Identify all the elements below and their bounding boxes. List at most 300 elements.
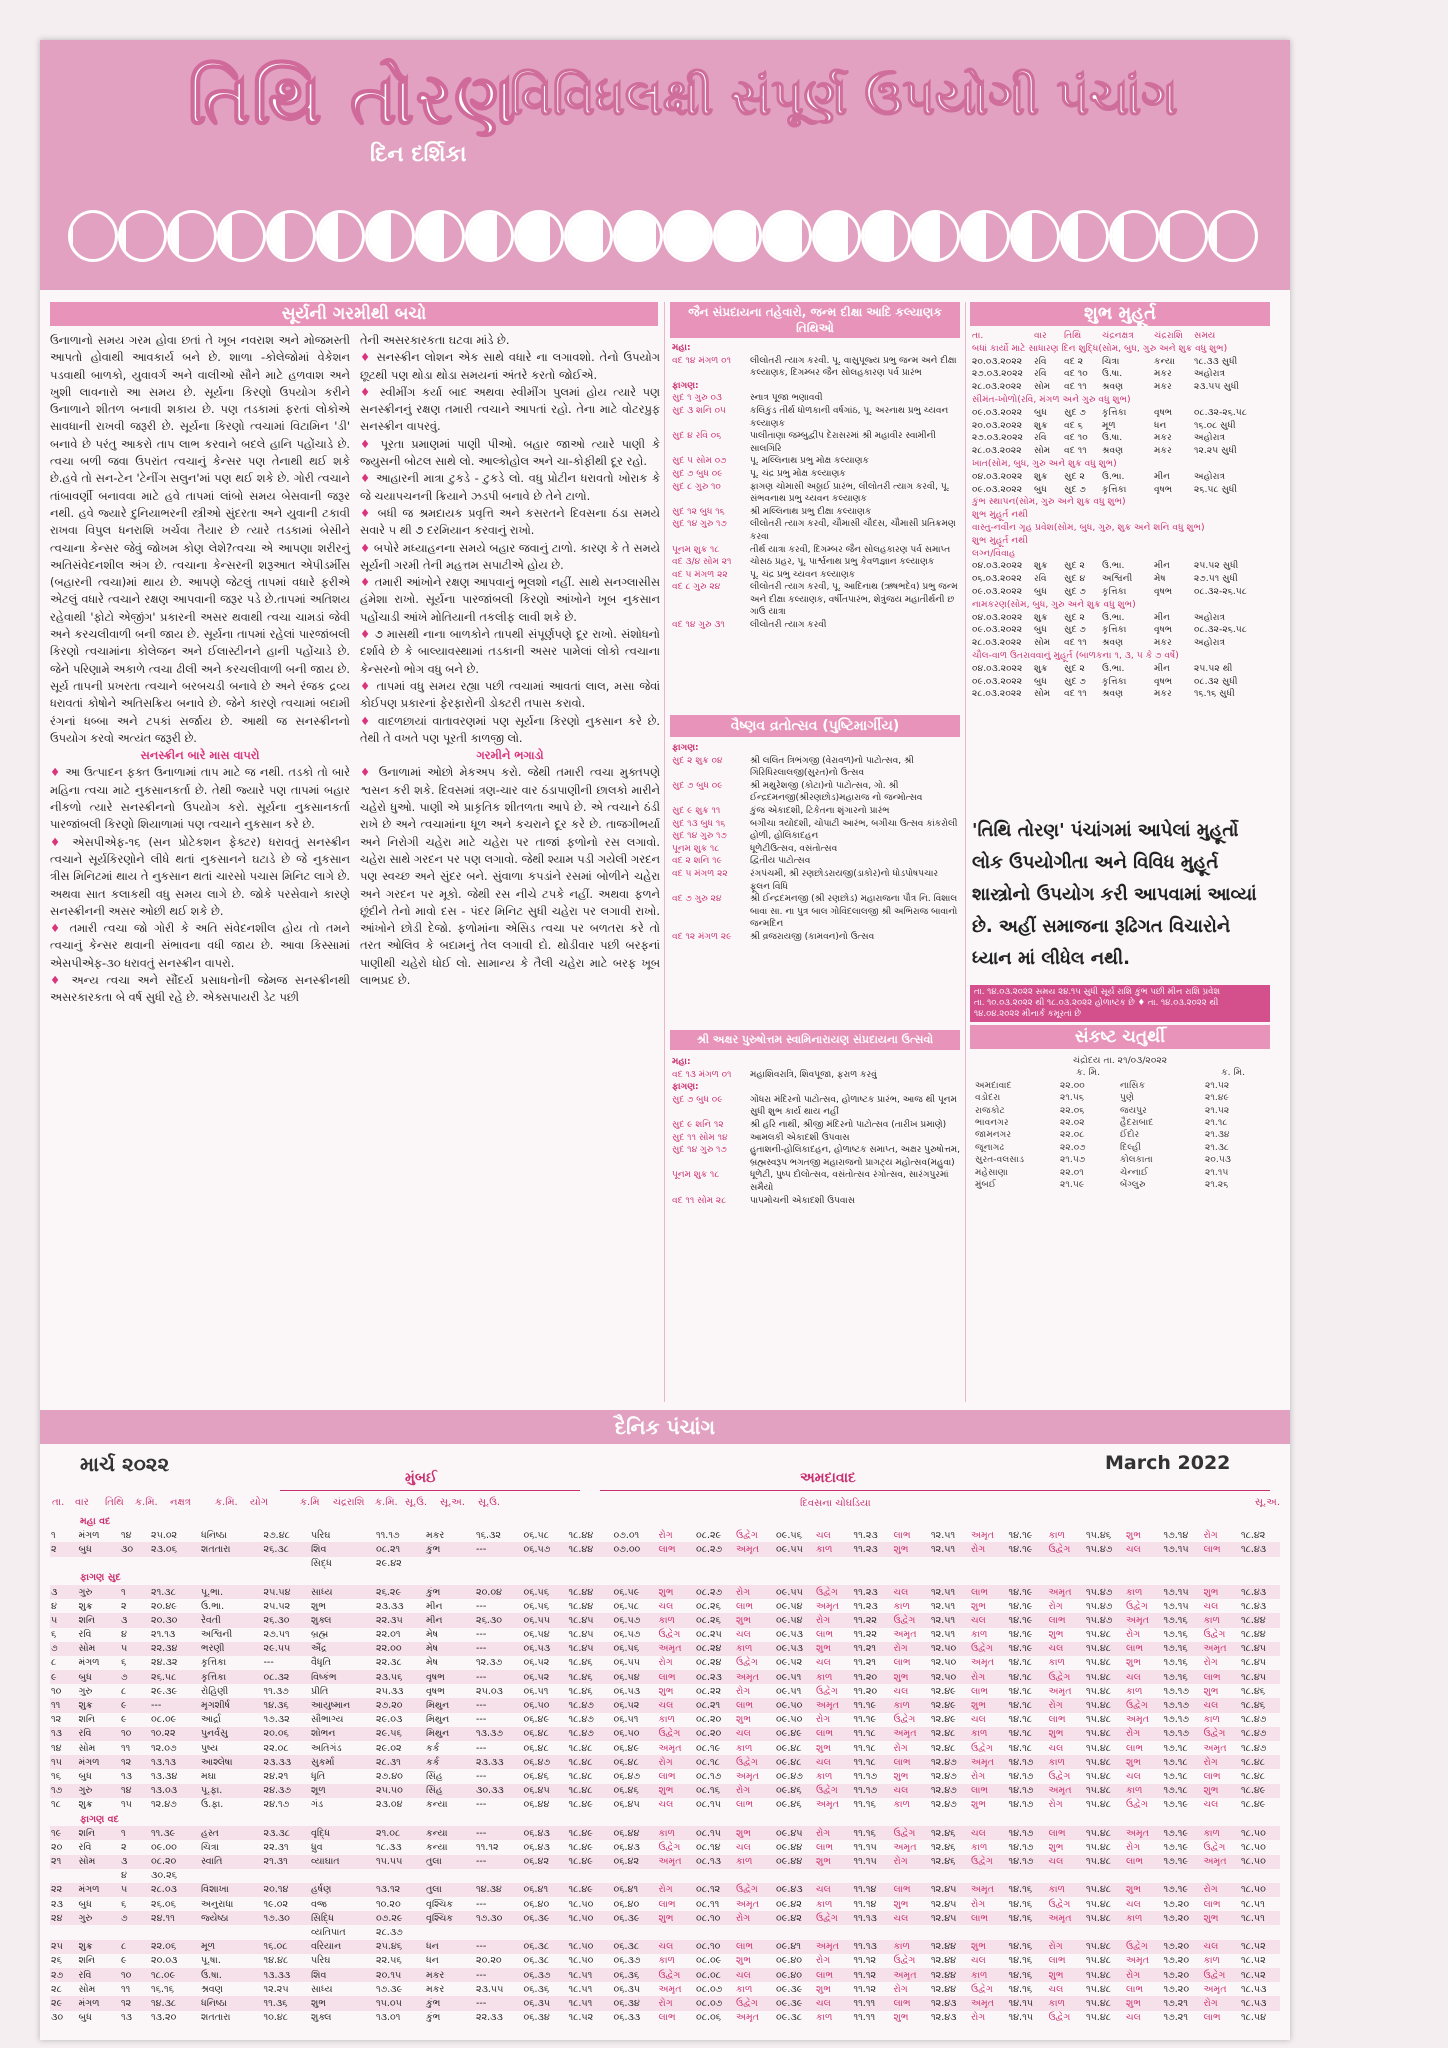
daily-cell: લાભ [1203,1898,1221,1910]
daily-cell: ૦૬.૪૫ [613,1799,640,1811]
jain-festivals-list [672,342,960,632]
daily-cell: ૨૦.૧૪ [263,1883,311,1897]
daily-cell: અમૃત [658,1855,696,1869]
muhurt-category: બધાં કાર્યો માટે સાધારણ દિન શુદ્ધિ(સોમ, બુધ, ગુરુ અને શુક્ર વધુ શુભ) [972,342,1228,354]
daily-cell: ૨૦.૦૪ [475,1585,523,1599]
daily-cell [658,1925,696,1939]
festival-date: વદ ૧૪ ગુરુ ૩૧ [672,620,725,631]
daily-cell: ૦૬.૪૫ [523,1784,568,1798]
moon-phase-icon [316,210,366,262]
festival-date: સુદ ૯ શનિ ૧૨ [672,1119,724,1130]
muhurt-cell: સુદ ૭ [1064,624,1086,636]
daily-cell: કાળ [658,1955,675,1967]
muhurt-cell: બુધ [1034,624,1047,636]
muhurt-cell: ૨૬.૫૮ સુધી [1194,483,1238,495]
daily-cell: ૫ [50,1613,78,1627]
daily-cell: ૧૭.૨૦ [1163,1955,1190,1967]
muhurt-cell: સુદ ૨ [1064,611,1085,623]
daily-cell: ૦૬.૫૩ [613,1685,641,1697]
daily-cell: લાભ [893,1657,911,1669]
daily-cell: અમૃત [1048,1685,1072,1697]
muhurt-cell: સુદ ૭ [1064,483,1086,495]
daily-cell: ૧૨.૪૩ [930,1996,970,2010]
muhurt-cell: વદ ૬ [1064,419,1083,431]
daily-cell: ૧૧.૧૫ [853,1841,877,1853]
daily-cell: ૧૪.૧૯ [1008,1585,1048,1599]
daily-cell: ૨૪ [50,1911,78,1925]
daily-panchang-table [50,1514,1280,2025]
muhurt-category: શુભ મુહૂર્ત નથી [972,534,1028,546]
daily-cell: કાળ [971,1841,988,1853]
festival-text: શ્રી હરિ નાથી, શ્રીજી મંદિરનો પાટોત્સવ (તારીખ પ્રમાણે) [750,1119,947,1130]
daily-cell: ૧૧.૨૦ [853,1685,878,1697]
daily-cell: ૧૨.૫૦ [930,1642,970,1656]
daily-cell: ૧૫.૪૮ [1086,1714,1112,1726]
daily-cell [1085,1557,1125,1571]
daily-cell: શુક્લ [310,1613,375,1627]
daily-cell: ૨૨.૦૮ [263,1742,289,1754]
daily-cell: --- [475,1698,523,1712]
daily-cell: ૧૮.૪૯ [1241,1799,1266,1811]
daily-group-row [50,1812,1280,1826]
festival-text: દ્વિતીય પાટોત્સવ [750,856,811,867]
daily-cell: ૨૯.૪૨ [376,1558,402,1570]
daily-cell: અમૃત [816,1600,840,1612]
daily-cell: લાભ [658,1770,676,1782]
daily-cell: શુભ [1048,1841,1064,1853]
daily-cell: ૧૭.૧૯ [1163,1799,1189,1811]
daily-cell: ૧૭.૧૮ [1163,1770,1188,1782]
daily-cell: રોગ [1203,1996,1241,2010]
daily-cell: ૪ [51,1600,57,1612]
daily-cell: ૨૫.૪૬ [375,1940,425,1954]
daily-cell [695,1925,735,1939]
article-text: ૭ માસથી નાના બાળકોને તાપથી સંપૂર્ણપણે દૂર રાખો. સંશોધનો દર્શાવે છે કે બાલ્યાવસ્થામાં તડકાની અસર પામેલાં લોકો ત્વચાના કેન્સરનો ભોગ વધુ બને છે. [360,627,660,676]
festival-date: વદ ૧૨ મંગળ ૨૯ [672,931,732,942]
daily-col-head: ક.મિ. [375,1497,398,1508]
daily-cell: ૨૫.૫૨ [263,1600,291,1612]
daily-cell: ૮ [51,1657,57,1669]
daily-cell: અમૃત [816,1799,840,1811]
daily-cell: ઉદ્વેગ [893,1714,916,1726]
daily-cell: ૧૮.૪૭ [568,1714,594,1726]
daily-cell: શુભ [1048,1968,1086,1982]
daily-cell: ૦૬.૫૦ [523,1698,568,1712]
muhurt-cell: ૦૪.૦૩.૨૦૨૨ [972,560,1023,572]
daily-cell: શુભ [1203,1784,1241,1798]
daily-cell: ૧૩.૦૩ [150,1784,200,1798]
daily-cell: કાળ [1203,1955,1220,1967]
daily-cell: અમૃત [1048,1911,1086,1925]
daily-cell: ૧૨.૪૯ [931,1685,956,1697]
daily-cell: ઉદ્વેગ [736,1529,758,1541]
daily-cell: રોગ [1048,1698,1086,1712]
daily-cell: ૧૨.૪૪ [930,1968,970,1982]
daily-cell: ૨૬ [51,1955,62,1967]
muhurt-row [972,368,1270,381]
daily-cell: ઉદ્વેગ [1048,1670,1086,1684]
muhurt-cell: રવિ [1034,432,1047,444]
daily-cell: શિવ [310,1968,375,1982]
daily-cell [568,1557,613,1571]
daily-cell: ૭ [50,1642,78,1656]
daily-cell: ૧૫.૪૮ [1085,1996,1125,2010]
daily-cell: ૦૯.૪૦ [775,1968,815,1982]
daily-cell: ૦૯.૫૧ [776,1685,802,1697]
daily-cell [775,1925,815,1939]
daily-cell: ૧૪.૧૮ [1008,1657,1032,1669]
muhurt-cell: ઉ.ભા. [1102,470,1125,482]
daily-cell: ચલ [1203,1600,1219,1612]
daily-cell: ૦૮.૧૩ [695,1855,735,1869]
daily-cell: ૧૭.૧૬ [1163,1670,1203,1684]
daily-cell: ૧૧.૩૯ [150,1826,200,1840]
daily-cell: ૧૪.૧૮ [1008,1670,1048,1684]
daily-cell: રોહિણી [201,1685,229,1697]
festival-text: હુતાશની-હોલિકાદહન, હોળાષ્ટક સમાપ્ત, અક્ષર પુરુષોત્તમ, બ્રહ્મસ્વરૂપ ભગતજી મહારાજનો પ્રાગટ્ય મહોત્સવ(મહુવા) [750,1145,960,1168]
sankasht-city: વડોદરા [975,1092,1001,1104]
daily-cell [200,1869,263,1883]
moon-phase-icon [365,210,415,262]
daily-cell: અમૃત [735,1670,775,1684]
muhurt-cell: ૨૮.૦૩.૨૦૨૨ [972,445,1022,457]
daily-cell: ૨૩.૩૮ [263,1826,311,1840]
daily-cell: ૦૬.૫૮ [613,1600,640,1612]
sankasht-time: ૨૨.૦૮ [1060,1129,1085,1141]
article-paragraph: ♦ આ ઉત્પાદન ફક્ત ઉનાળામાં તાપ માટે જ નથી. તડકો તો બારે મહિના ત્વચા માટે નુકસાનકર્તા છે. તેથી જ્યારે પણ તાપમાં બહાર નીકળો ત્યારે સનસ્ક્રીનનો ઉપયોગ કરો. સૂર્યના નુકસાનકર્તા પારજાંબલી કિરણો શિયાળામાં પણ ત્વચાને નુકસાન કરે છે. [50,765,351,832]
daily-cell: ઉદ્વેગ [1203,1727,1241,1741]
daily-cell [970,1557,1008,1571]
daily-cell: ચલ [735,1727,775,1741]
article-text: સ્વીમીંગ કર્યા બાદ અથવા સ્વીમીંગ પુલમાં હોય ત્યારે પણ સનસ્ક્રીનનું રક્ષણ તમારી ત્વચાને આપતાં રહો. તેના માટે વોટરપ્રુફ સનસ્ક્રીન વાપરવું. [360,384,660,434]
daily-cell: ૧૮ [51,1799,61,1811]
muhurt-cell: કૃત્તિકા [1102,406,1127,418]
daily-cell: ૨૫.૦૩ [476,1685,503,1697]
daily-cell: ૧૪.૧૭ [1008,1826,1048,1840]
sankasht-time: ૨૧.૫૯ [1060,1179,1085,1191]
daily-cell: ૧૮.૫૦ [568,1955,594,1967]
daily-cell [613,1557,658,1571]
daily-cell: ૧૭ [50,1784,78,1798]
daily-cell: બુધ [78,1670,121,1684]
daily-cell: ૨૭ [50,1968,78,1982]
daily-cell: ૧૧.૧૯ [853,1698,893,1712]
daily-cell: ૧૫.૪૮ [1085,1698,1125,1712]
muhurt-cell: શ્રવણ [1102,445,1124,457]
festival-row [672,430,960,455]
daily-cell: ૨૦ [51,1841,63,1853]
muhurt-cell: શુક્ર [1034,560,1048,572]
daily-cell: ૦૬.૩૬ [523,1983,550,1995]
daily-cell: મંગળ [78,1883,121,1897]
daily-cell: ચલ [893,1685,909,1697]
daily-cell: લાભ [1048,1955,1066,1967]
daily-cell: ઉદ્વેગ [735,1755,775,1769]
article-text: તેની અસરકારકતા ઘટવા માંડે છે. [360,333,510,347]
muhurt-cell: મકર [1154,637,1172,649]
daily-cell: ગુરુ [78,1585,121,1599]
festival-text: લીલોતરી ત્યાગ કરવી [750,620,827,631]
daily-cell: --- [476,1799,487,1811]
sankasht-city: હૈદરાબાદ [1120,1117,1154,1129]
daily-cell: ૧૮.૩૩ [376,1841,402,1853]
festival-text: ફાગણ ચોમાસી અઠ્ઠાઈ પ્રારંભ, લીલોતરી ત્યાગ કરવી, પૂ. સંભવનાથ પ્રભુ ચ્યવન કલ્યાણક [750,481,950,505]
daily-cell: ૦૮.૨૯ [696,1529,722,1541]
article-text: એસપીએફ-૧૬ (સન પ્રોટેકશન ફેક્ટર) ધરાવતું સનસ્ક્રીન ત્વચાને સૂર્યકિરણોને લીધે થતાં નુકસાનને ઘટાડે છે જે નુકસાન ત્રીસ મિનિટમાં થાય તે નુકસાન થતાં ચારસો પચાસ મિનિટ લાગે છે. અથવા સાત કલાકથી વધુ સમય લાગે છે. જોકે પરસેવાને કારણે સનસ્ક્રીનની અસર ઓછી થઈ શકે છે. [50,834,350,918]
moon-phase-icon [564,210,614,262]
masthead-tagline: દિન દર્શિકા [370,142,467,167]
daily-row [50,1642,1280,1656]
article-text: આહારની માત્રા ટુકડે - ટુકડે લો. વધુ પ્રોટીન ધરાવતો ખોરાક કે જે ચયાપચનની ક્રિયાને ઝડપી બનાવે છે તેને ટાળો. [360,471,660,503]
article-subhead: સનસ્ક્રીન બારે માસ વાપરો [140,748,260,763]
daily-cell: ૨૯.૩૯ [151,1685,178,1697]
daily-cell: ૧૪.૧૭ [1008,1755,1048,1769]
daily-cell: ૦૬.૫૪ [613,1670,658,1684]
daily-cell: ૨૬.૩૦ [263,1613,311,1627]
daily-cell: ૧૭.૨૧ [1163,1996,1203,2010]
daily-cell [200,1557,263,1571]
daily-col-head: ક.મિ [300,1497,320,1508]
daily-cell [1163,1869,1203,1883]
daily-cell: ૧૫.૪૮ [1086,1770,1112,1782]
calendar-page [40,40,1290,2040]
daily-cell: શુભ [1048,1727,1086,1741]
daily-cell: ૦૬.૫૧ [613,1714,639,1726]
daily-cell: શનિ [78,1955,96,1967]
festival-date: સુદ ૮ ગુરુ ૧૦ [672,481,721,492]
festival-group-label: ફાગણ: [672,1082,699,1093]
sankasht-time: ૨૨.૦૭ [1060,1141,1086,1153]
daily-cell: ૧૧.૧૬ [853,1826,893,1840]
festival-date: સુદ ૧૪ ગુરુ ૧૭ [672,831,727,842]
daily-cell: ૨૯.૫૫ [263,1642,311,1656]
daily-cell: કાળ [736,1983,753,1995]
muhurt-cell: બુધ [1034,675,1047,687]
daily-cell: ઉદ્વેગ [658,1968,696,1982]
muhurt-col-head: ચંદ્રરાશિ [1154,330,1183,341]
daily-cell: ૧૪.૧૭ [1008,1855,1048,1869]
festival-date: સુદ ૭ બુધ ૦૯ [672,468,723,479]
daily-cell [568,1925,613,1939]
daily-cell: લાભ [736,1600,754,1612]
daily-cell: ૧૫.૪૮ [1086,1685,1112,1697]
daily-cell: ૦૮.૨૦ [150,1855,200,1869]
daily-cell: ૧૨.૪૭ [931,1799,957,1811]
daily-cell: વૃષભ [425,1670,475,1684]
daily-cell: ૧૨.૪૭ [930,1784,970,1798]
daily-cell: ૧૭.૧૯ [1163,1883,1203,1897]
daily-cell: પૂ.ફા. [200,1784,263,1798]
daily-cell: ૨૬.૫૮ [150,1670,200,1684]
muhurt-cell: ધન [1154,419,1167,431]
daily-cell: ૧૫.૪૮ [1085,1911,1125,1925]
daily-row [50,1855,1280,1869]
daily-cell: સાધ્ય [310,1585,375,1599]
festival-row [672,481,960,506]
daily-cell: અમૃત [736,2012,760,2024]
daily-cell: ૦૬.૫૨ [613,1698,658,1712]
festival-row [672,868,960,893]
muhurt-col-head: ચંદ્રનક્ષત્ર [1102,330,1134,341]
daily-cell: લાભ [736,1799,754,1811]
daily-cell: ૧૩ [50,1727,78,1741]
muhurt-cell: ૧૨.૨૫ સુધી [1194,445,1237,457]
muhurt-row [972,381,1270,394]
daily-cell: લાભ [658,1542,696,1556]
article-text: સનસ્ક્રીન લોશન એક સાથે વધારે ના લગાવશો. તેનો ઉપયોગ છૂટથી પણ થોડા થોડા સમયનાં અંતરે કરતો જોઈએ. [360,350,660,382]
daily-cell: લાભ [816,1841,834,1853]
daily-cell [1085,1869,1125,1883]
daily-cell: ૦૮.૧૬ [695,1784,735,1798]
daily-cell: અમૃત [971,1529,995,1541]
daily-cell [1048,1557,1086,1571]
daily-cell: તુલા [425,1855,475,1869]
daily-cell: ૧૧.૨૩ [853,1600,878,1612]
daily-cell: ૫ [120,1883,150,1897]
daily-cell: લાભ [1125,1855,1163,1869]
daily-cell: ૦૬.૪૨ [613,1855,658,1869]
daily-cell: પરિઘ [311,1529,331,1541]
daily-cell: ચલ [736,1629,751,1641]
daily-cell: ૨૬.૦૬ [151,1898,176,1910]
daily-cell: ૧૫.૪૮ [1085,1755,1125,1769]
daily-cell: ૧૪.૧૬ [1008,1940,1048,1954]
daily-cell: ૧ [51,1529,56,1541]
daily-cell: શુભ [1125,1883,1163,1897]
daily-cell: લાભ [1048,1613,1086,1627]
daily-cell: ૧૭.૧૯ [1163,1841,1189,1853]
daily-cell: ૧૮.૫૦ [1240,1883,1280,1897]
daily-table-header [50,1497,1280,1513]
muhurt-cell: મેષ [1154,573,1166,585]
festival-date: સુદ ૧૧ સોમ ૧૪ [672,1132,728,1143]
daily-cell: ૧૧.૧૮ [853,1742,876,1754]
daily-cell: ૧૪.૧૭ [1008,1784,1048,1798]
muhurt-category: કુંભ સ્થાપન(સોમ, ગુરુ અને શુક્ર વધુ શુભ) [972,496,1126,508]
daily-cell: ૦૯.૪૨ [775,1911,815,1925]
daily-cell: ૧૨.૪૪ [931,1955,957,1967]
daily-cell: ૦૬.૪૯ [613,1742,640,1754]
daily-cell: ૧૨.૪૪ [931,1983,957,1995]
daily-cell: ૧૮.૫૨ [568,2012,594,2024]
muhurt-cell: વૃષભ [1154,675,1173,687]
daily-cell: કન્યા [426,1799,448,1811]
festival-text: શ્રી મલ્લિનાથ પ્રભુ દીક્ષા કલ્યાણક [750,506,872,517]
daily-cell: ૧૧.૧૮ [853,1727,893,1741]
daily-cell: ચલ [735,1968,775,1982]
daily-cell: અમૃત [1203,1742,1227,1754]
daily-cell: વ્યતિપાત [311,1927,346,1939]
daily-cell: ૧૨.૪૫ [930,1883,970,1897]
daily-cell: ઉદ્વેગ [971,1983,993,1995]
daily-cell: સૌભાગ્ય [311,1714,344,1726]
daily-row [50,1557,1280,1571]
daily-cell: ચલ [658,1940,696,1954]
festival-text: બગીચા ત્રયોદશી, ચોપાટી આરંભ, બગીચા ઉત્સવ કાંકરોલી [750,818,958,829]
daily-col-head: તિથિ [105,1497,124,1508]
festival-row [672,843,960,856]
daily-cell: ૨૭.૪૮ [263,1529,290,1541]
moon-phase-icon [663,210,713,262]
daily-cell: ૦૯.૫૨ [776,1657,803,1669]
swaminarayan-title: શ્રી અક્ષર પુરુષોત્તમ સ્વામિનારાયણ સંપ્રદાયના ઉત્સવો [670,1030,960,1050]
muhurt-cell: વદ ૧૧ [1064,688,1087,700]
daily-cell: ૭ [120,1911,150,1925]
daily-cell: લાભ [970,1585,1008,1599]
daily-cell: ૧૭.૧૬ [1163,1613,1203,1627]
daily-cell: --- [476,1742,487,1754]
daily-cell: લાભ [658,1670,696,1684]
daily-cell: ૧૫.૫૫ [375,1855,425,1869]
daily-cell [815,1557,853,1571]
daily-cell: ૧૮.૪૮ [568,1742,593,1754]
muhurt-columns [972,330,1270,343]
muhurt-cell: વૃષભ [1154,406,1173,418]
muhurt-row [972,586,1270,599]
daily-cell: લાભ [1048,1714,1066,1726]
festival-row [672,518,960,543]
daily-cell: અમૃત [815,1698,853,1712]
daily-cell: ૦૮.૦૭ [696,1983,723,1995]
daily-cell: ૧૮.૪૫ [1241,1657,1267,1669]
daily-cell: કાળ [893,1600,910,1612]
muhurt-cell: શુક્ર [1034,419,1048,431]
daily-cell: ૧૭.૧૫ [1163,1600,1189,1612]
festival-date: સુદ ૫ સોમ ૦૭ [672,456,727,467]
daily-cell: રોગ [893,1983,908,1995]
muhurt-cell: ઉ.ભા. [1102,611,1125,623]
daily-cell: ૨૪.૩૨ [151,1657,178,1669]
muhurt-cell: ૨૮.૦૩.૨૦૨૨ [972,381,1022,393]
daily-cell: શુભ [816,1742,831,1754]
daily-cell: ૦૮.૦૯ [151,1714,177,1726]
daily-cell: ૧૧.૨૩ [853,1529,878,1541]
daily-cell: ૧૪.૧૬ [1008,1968,1048,1982]
daily-cell: --- [476,1629,487,1641]
daily-cell: ઉદ્વેગ [816,1685,838,1697]
daily-cell: ૧૫.૪૮ [1086,1955,1112,1967]
article-paragraph: ♦ વાદળછાયાં વાતાવરણમાં પણ સૂર્યના કિરણો નુકસાન કરે છે. તેથી તે વખતે પણ પૂરતી કાળજી લો. [360,713,660,745]
daily-cell: ૧૮.૪૮ [568,1784,613,1798]
daily-cell: ૨ [121,1841,127,1853]
daily-cell: ઉદ્વેગ [1048,1898,1071,1910]
muhurt-col-head: તા. [972,330,984,341]
daily-cell: ૧૮.૪૬ [568,1670,613,1684]
daily-cell: કર્ક [426,1742,440,1754]
daily-cell: ૧૪.૧૬ [1008,1911,1048,1925]
daily-cell: ૧૮.૪૬ [1241,1685,1266,1697]
daily-cell: ૧૩.૧૩ [150,1755,200,1769]
daily-cell: આર્દ્રા [201,1714,222,1726]
daily-cell: ૨૮ [51,1983,62,1995]
festival-text: લીલોતરી ત્યાગ કરવી, ચૌમાસી ચૌદસ, ચૌમાસી પ્રતિક્રમણ કરવા [750,519,956,542]
moon-phase-icon [118,210,168,262]
daily-cell [475,1925,523,1939]
daily-cell: શુભ [1125,1996,1163,2010]
daily-cell: ૧૧.૧૨ [853,1968,893,1982]
daily-cell: ૧૬.૧૬ [151,1983,174,1995]
daily-cell: ચલ [1126,2012,1141,2024]
daily-cell: મંગળ [78,1755,121,1769]
daily-cell: ૦૯.૦૦ [151,1841,177,1853]
festival-date: વદ ૭ ગુરુ ૨૪ [672,894,722,905]
daily-cell: કાળ [735,1855,775,1869]
daily-cell: શુભ [893,2012,909,2024]
daily-cell: ૨૯.૫૬ [375,1727,425,1741]
daily-cell: ૨૦.૨૦ [476,1955,502,1967]
daily-cell: ૦૯.૪૬ [775,1784,815,1798]
festival-row [672,544,960,557]
